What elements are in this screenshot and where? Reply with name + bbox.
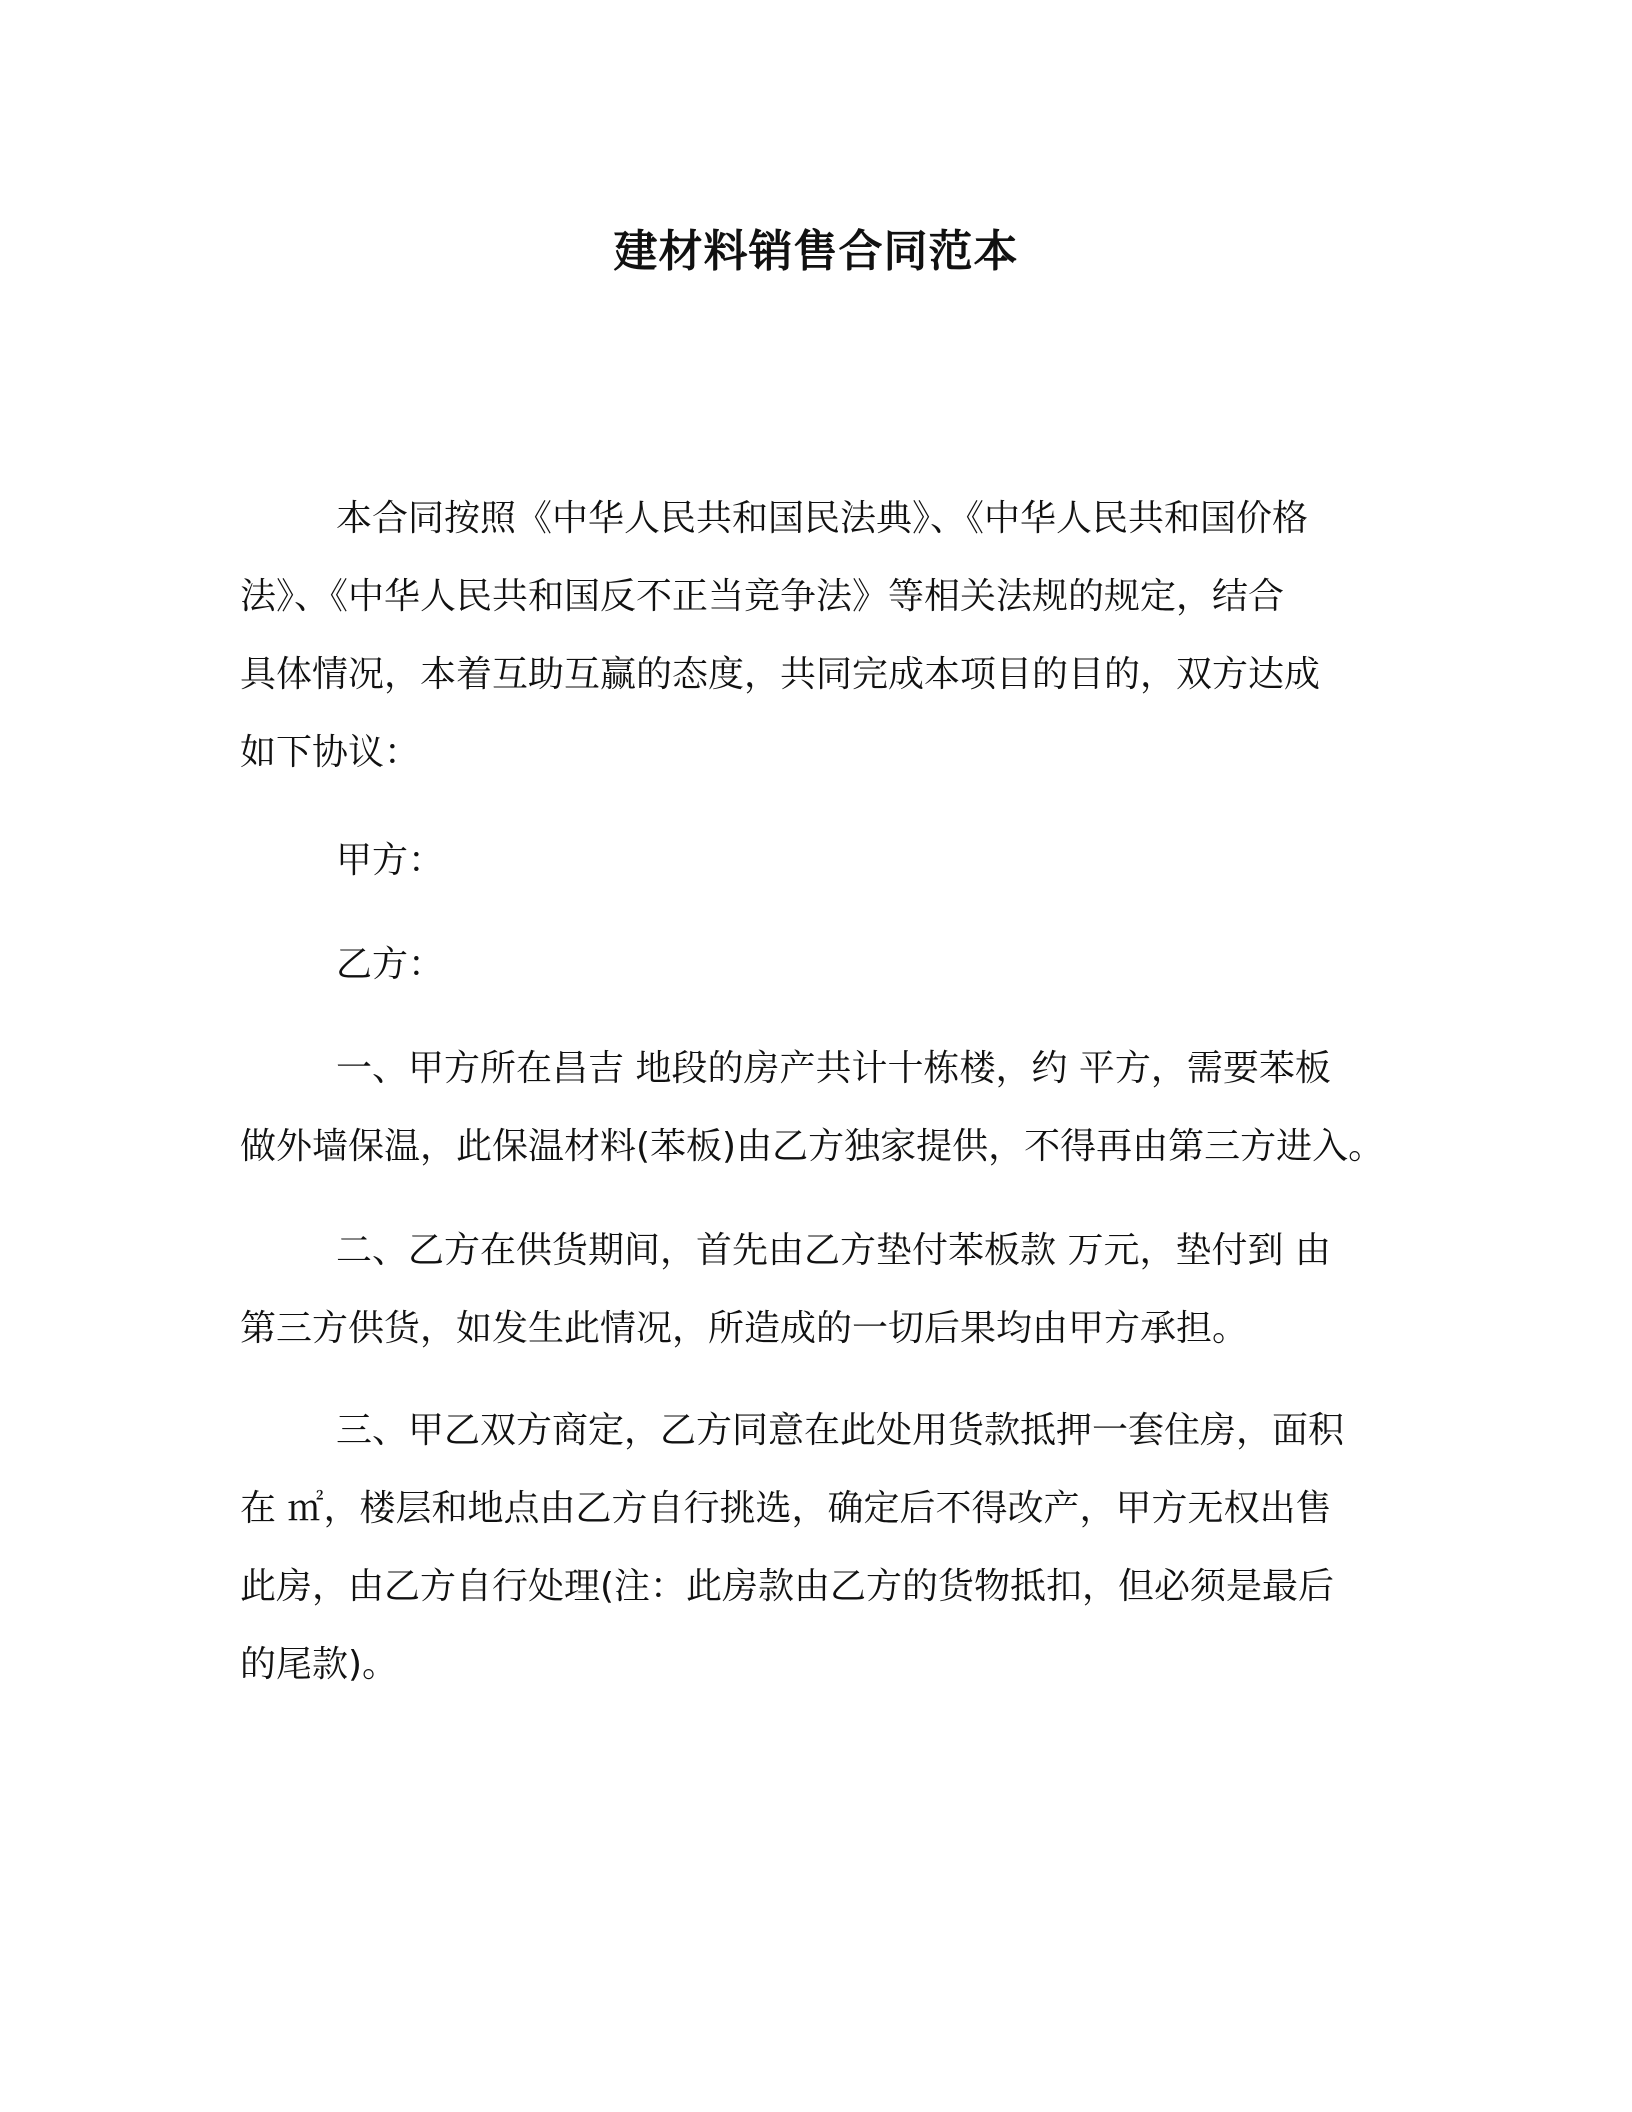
party-a-paragraph [240, 822, 1392, 900]
clause-3-paragraph [240, 1392, 1392, 1704]
preamble-line: 法》、《中华人民共和国反不正当竞争法》等相关法规的规定，结合 [240, 576, 1285, 617]
preamble-line: 本合同按照《中华人民共和国民法典》、《中华人民共和国价格 [336, 498, 1309, 539]
clause-1-line: 一、甲方所在昌吉 地段的房产共计十栋楼，约 平方，需要苯板 [336, 1048, 1331, 1089]
preamble-line: 如下协议： [240, 732, 421, 773]
document-title: 建材料销售合同范本 [613, 226, 1019, 277]
party-a-label: 甲方： [336, 840, 445, 881]
clause-3-line: 此房，由乙方自行处理(注：此房款由乙方的货物抵扣，但必须是最后 [240, 1566, 1335, 1607]
clause-3-line: 的尾款)。 [240, 1644, 399, 1685]
preamble-line: 具体情况，本着互助互赢的态度，共同完成本项目的目的，双方达成 [240, 654, 1321, 695]
clause-3-line: 在 ㎡，楼层和地点由乙方自行挑选，确定后不得改产，甲方无权出售 [240, 1488, 1332, 1529]
party-b-label: 乙方： [336, 944, 445, 985]
preamble-paragraph [240, 480, 1392, 792]
clause-1-paragraph [240, 1030, 1392, 1186]
clause-2-line: 第三方供货，如发生此情况，所造成的一切后果均由甲方承担。 [240, 1308, 1249, 1349]
clause-2-paragraph [240, 1212, 1392, 1368]
clause-2-line: 二、乙方在供货期间，首先由乙方垫付苯板款 万元，垫付到 由 [336, 1230, 1331, 1271]
clause-3-line: 三、甲乙双方商定，乙方同意在此处用货款抵押一套住房，面积 [336, 1410, 1345, 1451]
party-b-paragraph [240, 926, 1392, 1004]
clause-1-line: 做外墙保温，此保温材料(苯板)由乙方独家提供，不得再由第三方进入。 [240, 1126, 1385, 1167]
